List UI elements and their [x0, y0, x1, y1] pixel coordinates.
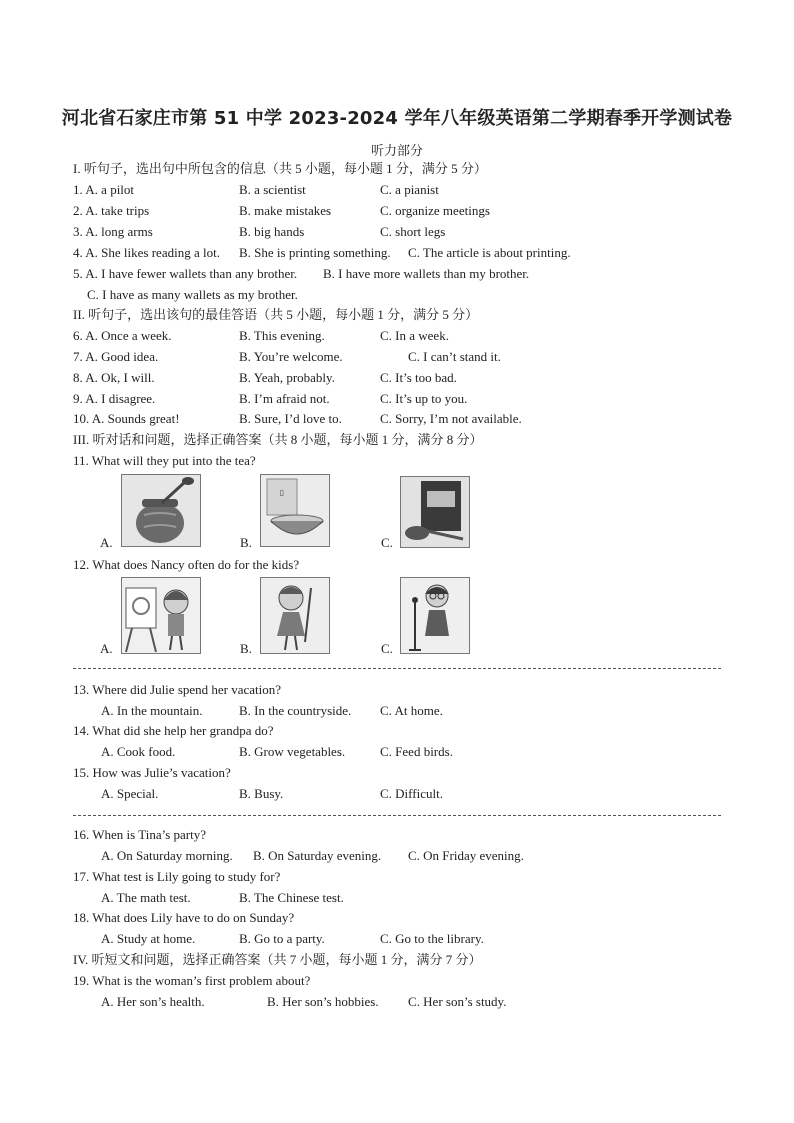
q7-option-b: B. You’re welcome. — [239, 349, 343, 364]
question-13: 13. Where did Julie spend her vacation? — [73, 682, 282, 697]
question-15: 15. How was Julie’s vacation? — [73, 765, 231, 780]
section-4-heading: IV. 听短文和问题，选择正确答案（共 7 小题，每小题 1 分，满分 7 分） — [73, 952, 482, 967]
q12-label-a: A. — [100, 641, 113, 656]
q2-option-c: C. organize meetings — [380, 203, 490, 218]
q5-option-b: B. I have more wallets than my brother. — [323, 266, 530, 281]
q6-option-a: 6. A. Once a week. — [73, 328, 172, 343]
question-12: 12. What does Nancy often do for the kids? — [73, 557, 300, 572]
q10-option-b: B. Sure, I’d love to. — [239, 411, 342, 426]
section-3-heading: III. 听对话和问题，选择正确答案（共 8 小题，每小题 1 分，满分 8 分） — [73, 432, 483, 447]
question-16: 16. When is Tina’s party? — [73, 827, 207, 842]
question-19: 19. What is the woman’s first problem about? — [73, 973, 311, 988]
q16-option-c: C. On Friday evening. — [408, 848, 524, 863]
q3-option-a: 3. A. long arms — [73, 224, 153, 239]
q5-option-c: C. I have as many wallets as my brother. — [87, 287, 298, 302]
q1-option-b: B. a scientist — [239, 182, 306, 197]
svg-text:▯: ▯ — [279, 488, 285, 497]
q4-option-a: 4. A. She likes reading a lot. — [73, 245, 220, 260]
q12-label-b: B. — [240, 641, 252, 656]
question-14: 14. What did she help her grandpa do? — [73, 723, 274, 738]
q3-option-c: C. short legs — [380, 224, 446, 239]
q14-option-a: A. Cook food. — [101, 744, 176, 759]
q19-option-c: C. Her son’s study. — [408, 994, 507, 1009]
q13-option-a: A. In the mountain. — [101, 703, 203, 718]
q10-option-c: C. Sorry, I’m not available. — [380, 411, 522, 426]
section-divider — [73, 668, 721, 669]
honey-jar-image — [121, 474, 201, 547]
q12-label-c: C. — [381, 641, 393, 656]
q3-option-b: B. big hands — [239, 224, 305, 239]
q10-option-a: 10. A. Sounds great! — [73, 411, 180, 426]
q18-option-b: B. Go to a party. — [239, 931, 325, 946]
q13-option-b: B. In the countryside. — [239, 703, 352, 718]
q18-option-a: A. Study at home. — [101, 931, 196, 946]
q9-option-a: 9. A. I disagree. — [73, 391, 156, 406]
q11-label-c: C. — [381, 535, 393, 550]
q19-option-b: B. Her son’s hobbies. — [267, 994, 379, 1009]
page-subtitle: 听力部分 — [370, 144, 423, 159]
q9-option-b: B. I’m afraid not. — [239, 391, 330, 406]
q7-option-a: 7. A. Good idea. — [73, 349, 159, 364]
section-1-heading: I. 听句子，选出句中所包含的信息（共 5 小题，每小题 1 分，满分 5 分） — [73, 161, 487, 176]
q1-option-a: 1. A. a pilot — [73, 182, 135, 197]
q7-option-c: C. I can’t stand it. — [408, 349, 501, 364]
q15-option-b: B. Busy. — [239, 786, 284, 801]
q4-option-c: C. The article is about printing. — [408, 245, 571, 260]
q14-option-c: C. Feed birds. — [380, 744, 453, 759]
q17-option-b: B. The Chinese test. — [239, 890, 344, 905]
q2-option-a: 2. A. take trips — [73, 203, 150, 218]
q8-option-a: 8. A. Ok, I will. — [73, 370, 155, 385]
page-title: 河北省石家庄市第 51 中学 2023-2024 学年八年级英语第二学期春季开学测试卷 — [61, 108, 733, 129]
q11-label-a: A. — [100, 535, 113, 550]
girl-dancing-image — [260, 577, 330, 654]
q17-option-a: A. The math test. — [101, 890, 191, 905]
q15-option-c: C. Difficult. — [380, 786, 443, 801]
q16-option-a: A. On Saturday morning. — [101, 848, 233, 863]
q2-option-b: B. make mistakes — [239, 203, 332, 218]
q5-option-a: 5. A. I have fewer wallets than any brother. — [73, 266, 298, 281]
question-18: 18. What does Lily have to do on Sunday? — [73, 910, 295, 925]
q6-option-b: B. This evening. — [239, 328, 325, 343]
sugar-bag-spoon-image — [400, 476, 470, 548]
question-11: 11. What will they put into the tea? — [73, 453, 256, 468]
q13-option-c: C. At home. — [380, 703, 443, 718]
q18-option-c: C. Go to the library. — [380, 931, 484, 946]
section-divider — [73, 815, 721, 816]
question-17: 17. What test is Lily going to study for? — [73, 869, 281, 884]
q8-option-b: B. Yeah, probably. — [239, 370, 335, 385]
q6-option-c: C. In a week. — [380, 328, 449, 343]
q9-option-c: C. It’s up to you. — [380, 391, 468, 406]
flour-bowl-image — [260, 474, 330, 547]
q8-option-c: C. It’s too bad. — [380, 370, 457, 385]
q11-label-b: B. — [240, 535, 252, 550]
q4-option-b: B. She is printing something. — [239, 245, 391, 260]
girl-singing-image — [400, 577, 470, 654]
q16-option-b: B. On Saturday evening. — [253, 848, 382, 863]
q1-option-c: C. a pianist — [380, 182, 439, 197]
q19-option-a: A. Her son’s health. — [101, 994, 205, 1009]
girl-painting-image — [121, 577, 201, 654]
q15-option-a: A. Special. — [101, 786, 159, 801]
q14-option-b: B. Grow vegetables. — [239, 744, 346, 759]
section-2-heading: II. 听句子，选出该句的最佳答语（共 5 小题，每小题 1 分，满分 5 分） — [73, 307, 479, 322]
